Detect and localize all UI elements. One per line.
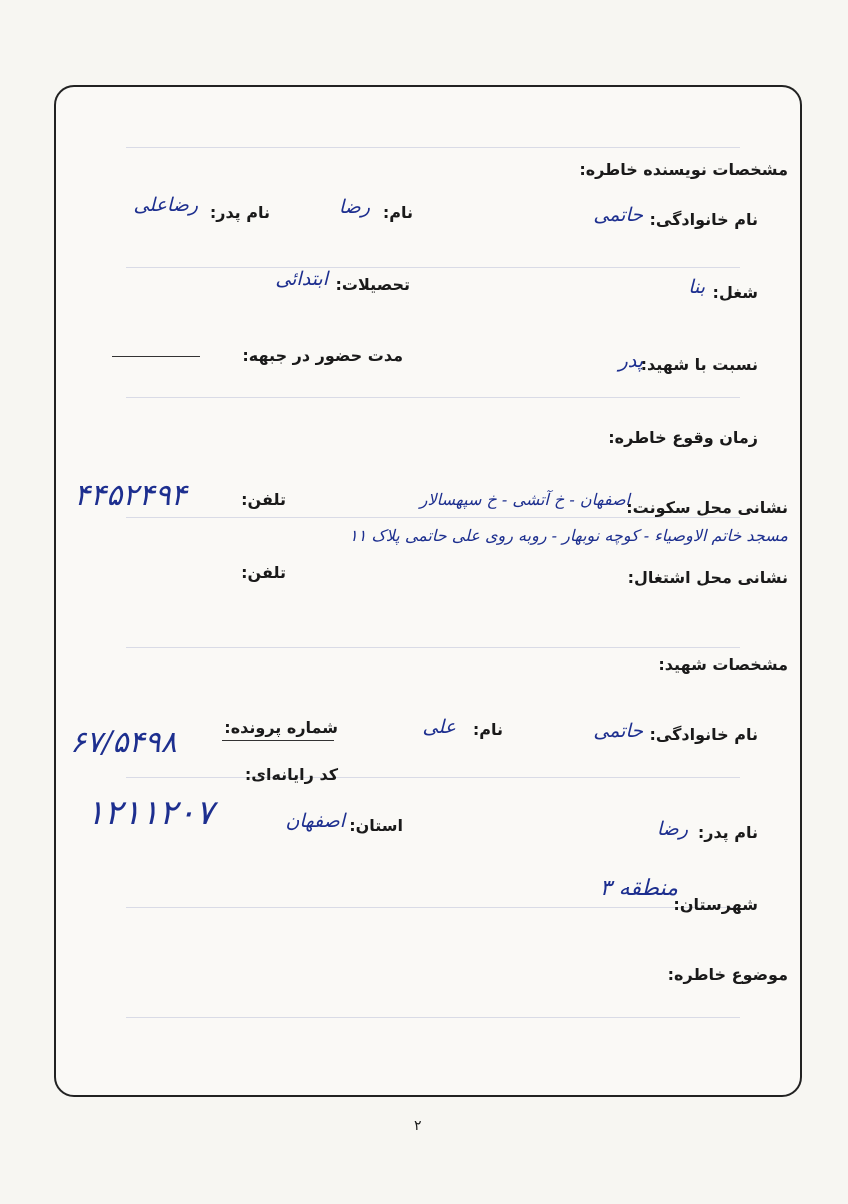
martyr-family-name-label: نام خانوادگی:: [649, 725, 758, 744]
martyr-province-value: اصفهان: [285, 810, 345, 832]
bleed-through-line: [126, 267, 740, 268]
writer-first-name-value: رضا: [338, 196, 370, 218]
martyr-city-value: منطقه ۳: [599, 876, 678, 901]
bleed-through-line: [126, 397, 740, 398]
martyr-computer-code-value: ۱۲۱۱۲۰۷: [86, 793, 214, 833]
martyr-computer-code-label: کد رایانه‌ای:: [244, 765, 338, 784]
martyr-province-label: استان:: [349, 816, 403, 835]
bleed-through-line: [126, 907, 740, 908]
martyr-first-name-label: نام:: [472, 720, 503, 739]
writer-front-duration-label: مدت حضور در جبهه:: [242, 346, 403, 365]
bleed-through-line: [126, 1017, 740, 1018]
martyr-section-heading: مشخصات شهید:: [658, 655, 788, 674]
writer-job-value: بنا: [688, 276, 705, 298]
form-frame: [54, 85, 802, 1097]
memory-topic-label: موضوع خاطره:: [667, 965, 788, 984]
martyr-first-name-value: علی: [422, 716, 456, 738]
martyr-father-name-label: نام پدر:: [697, 823, 758, 842]
writer-section-heading: مشخصات نویسنده خاطره:: [579, 160, 788, 179]
martyr-family-name-value: حاتمی: [593, 720, 643, 742]
writer-job-label: شغل:: [712, 283, 758, 302]
martyr-city-label: شهرستان:: [673, 895, 758, 914]
writer-home-address-line1: اصفهان - خ آتشی - خ سپهسالار: [419, 490, 630, 509]
writer-father-name-value: رضاعلی: [133, 194, 198, 216]
writer-family-name-value: حاتمی: [593, 204, 643, 226]
martyr-file-number-value: ۶۷/۵۴۹۸: [70, 725, 177, 760]
writer-education-label: تحصیلات:: [335, 275, 410, 294]
writer-work-address-label: نشانی محل اشتغال:: [627, 568, 788, 587]
writer-first-name-label: نام:: [382, 203, 413, 222]
writer-relation-value: پدر: [618, 350, 643, 372]
writer-event-time-label: زمان وقوع خاطره:: [608, 428, 758, 447]
martyr-file-number-label: شماره پرونده:: [224, 718, 338, 737]
writer-home-address-line2: مسجد خاتم الاوصیاء - کوچه نوبهار - روبه روی علی حاتمی پلاک ۱۱: [349, 526, 788, 545]
bleed-through-line: [126, 647, 740, 648]
bleed-through-line: [126, 777, 740, 778]
writer-family-name-label: نام خانوادگی:: [649, 210, 758, 229]
bleed-through-line: [126, 147, 740, 148]
writer-relation-label: نسبت با شهید:: [640, 355, 758, 374]
writer-work-phone-label: تلفن:: [241, 563, 286, 582]
page-number: ۲: [414, 1118, 422, 1134]
writer-home-address-label: نشانی محل سکونت:: [626, 498, 788, 517]
file-number-underline: [222, 740, 334, 741]
writer-phone-label: تلفن:: [241, 490, 286, 509]
writer-father-name-label: نام پدر:: [209, 203, 270, 222]
front-duration-blank: [112, 356, 200, 357]
bleed-through-line: [126, 517, 740, 518]
writer-education-value: ابتدائی: [275, 268, 328, 290]
writer-phone-value: ۴۴۵۲۴۹۴: [74, 478, 187, 513]
martyr-father-name-value: رضا: [656, 818, 688, 840]
